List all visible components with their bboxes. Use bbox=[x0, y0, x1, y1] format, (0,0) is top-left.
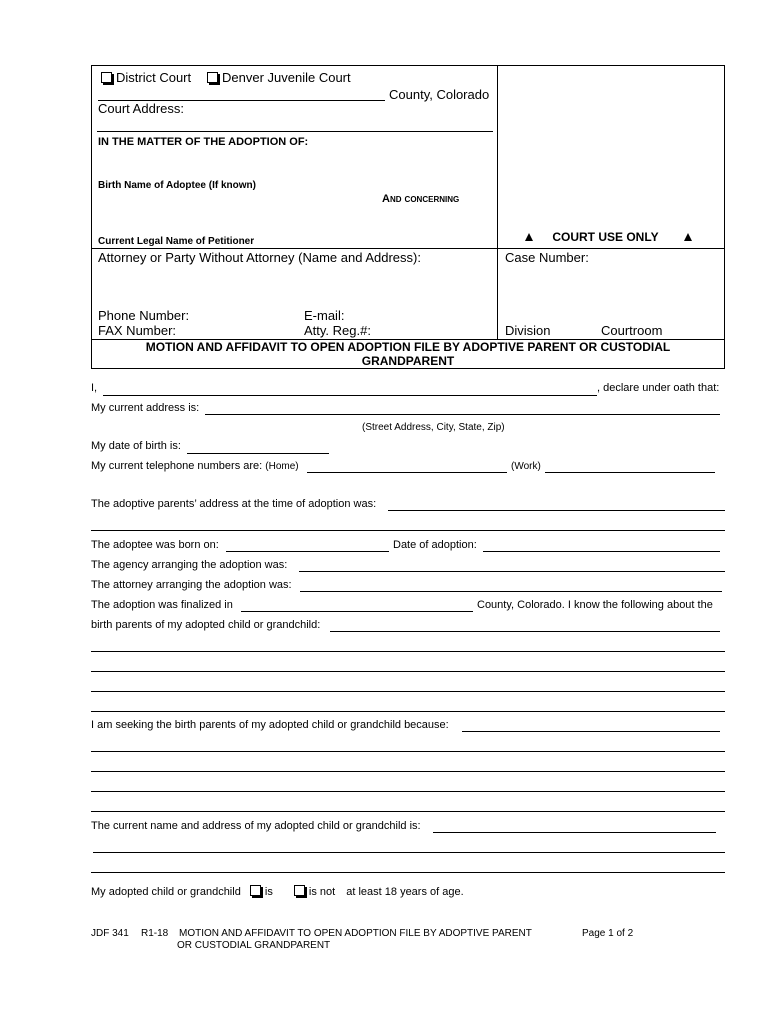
dob-field[interactable] bbox=[187, 453, 329, 454]
current-address-field[interactable] bbox=[205, 414, 720, 415]
adoptee-born-field[interactable] bbox=[226, 551, 389, 552]
form-title-line2: GRANDPARENT bbox=[361, 354, 455, 368]
seeking-label: I am seeking the birth parents of my adopted child or grandchild because: bbox=[91, 719, 449, 731]
petitioner-label: Current Legal Name of Petitioner bbox=[98, 236, 255, 247]
i-label: I, bbox=[91, 382, 98, 394]
district-court-checkbox[interactable] bbox=[101, 72, 112, 83]
agency-label: The agency arranging the adoption was: bbox=[91, 559, 288, 571]
and-concerning-label: And concerning bbox=[382, 193, 460, 205]
division-label: Division bbox=[505, 323, 551, 338]
attorney-arranging-field[interactable] bbox=[300, 591, 722, 592]
birth-parents-field-3[interactable] bbox=[91, 671, 725, 672]
phone-label: Phone Number: bbox=[98, 308, 190, 323]
birth-parents-field-4[interactable] bbox=[91, 691, 725, 692]
footer-form-code: JDF 341 bbox=[91, 928, 129, 939]
phones-label: My current telephone numbers are: (Home) bbox=[91, 460, 299, 472]
finalized-label: The adoption was finalized in bbox=[91, 599, 233, 611]
current-name-label: The current name and address of my adopted child or grandchild is: bbox=[91, 820, 421, 832]
adoptive-address-field[interactable] bbox=[388, 510, 725, 511]
seeking-field-3[interactable] bbox=[91, 771, 725, 772]
attorney-label: Attorney or Party Without Attorney (Name and Address): bbox=[98, 250, 421, 265]
adoptive-address-label: The adoptive parents’ address at the time of adoption was: bbox=[91, 498, 377, 510]
county-label: County, Colorado bbox=[389, 87, 490, 102]
footer-page-number: Page 1 of 2 bbox=[582, 928, 634, 939]
up-arrow-icon bbox=[525, 233, 533, 241]
current-name-field-3[interactable] bbox=[91, 872, 725, 873]
fax-label: FAX Number: bbox=[98, 323, 177, 338]
court-option-denver-juvenile[interactable]: Denver Juvenile Court bbox=[207, 70, 351, 85]
footer-revision: R1-18 bbox=[141, 928, 169, 939]
court-option-district[interactable]: District Court bbox=[101, 70, 191, 85]
current-name-field-2[interactable] bbox=[93, 852, 725, 853]
work-phone-field[interactable] bbox=[545, 472, 715, 473]
age-is-checkbox[interactable] bbox=[250, 885, 261, 896]
court-address-field[interactable] bbox=[97, 131, 493, 132]
court-use-only: COURT USE ONLY bbox=[525, 230, 692, 244]
finalized-suffix: County, Colorado. I know the following about the bbox=[477, 599, 713, 611]
seeking-field-2[interactable] bbox=[91, 751, 725, 752]
current-name-field[interactable] bbox=[433, 832, 716, 833]
age-is-not-checkbox[interactable] bbox=[294, 885, 305, 896]
birth-parents-field-5[interactable] bbox=[91, 711, 725, 712]
denver-juvenile-checkbox[interactable] bbox=[207, 72, 218, 83]
attorney-arranging-label: The attorney arranging the adoption was: bbox=[91, 579, 292, 591]
current-address-label: My current address is: bbox=[91, 402, 200, 414]
date-adoption-field[interactable] bbox=[483, 551, 720, 552]
birth-parents-field[interactable] bbox=[330, 631, 720, 632]
email-label: E-mail: bbox=[304, 308, 345, 323]
court-address-label: Court Address: bbox=[98, 101, 184, 116]
case-number-label: Case Number: bbox=[505, 250, 589, 265]
date-adoption-label: Date of adoption: bbox=[393, 539, 477, 551]
birth-name-label: Birth Name of Adoptee (If known) bbox=[98, 180, 256, 191]
up-arrow-icon bbox=[684, 233, 692, 241]
attorney-top-rule bbox=[91, 248, 725, 249]
seeking-field-4[interactable] bbox=[91, 791, 725, 792]
footer-title-line1: MOTION AND AFFIDAVIT TO OPEN ADOPTION FILE BY ADOPTIVE PARENT bbox=[179, 928, 532, 939]
caption-divider bbox=[497, 65, 498, 339]
atty-reg-label: Atty. Reg.#: bbox=[304, 323, 371, 338]
declarant-name-field[interactable] bbox=[103, 395, 597, 396]
footer-title-line2: OR CUSTODIAL GRANDPARENT bbox=[177, 940, 331, 951]
address-hint: (Street Address, City, State, Zip) bbox=[362, 422, 505, 433]
work-label: (Work) bbox=[511, 461, 541, 472]
adoptee-born-label: The adoptee was born on: bbox=[91, 539, 219, 551]
matter-heading: IN THE MATTER OF THE ADOPTION OF: bbox=[98, 136, 309, 148]
seeking-field-5[interactable] bbox=[91, 811, 725, 812]
age-statement: My adopted child or grandchild is is not at least 18 years of age. bbox=[91, 886, 464, 898]
birth-parents-label: birth parents of my adopted child or grandchild: bbox=[91, 619, 321, 631]
declare-label: , declare under oath that: bbox=[597, 382, 720, 394]
home-phone-field[interactable] bbox=[307, 472, 507, 473]
agency-field[interactable] bbox=[299, 571, 725, 572]
finalized-county-field[interactable] bbox=[241, 611, 473, 612]
form-title-line1: MOTION AND AFFIDAVIT TO OPEN ADOPTION FILE BY ADOPTIVE PARENT OR CUSTODIAL bbox=[145, 340, 671, 354]
adoptive-address-field-2[interactable] bbox=[91, 530, 725, 531]
courtroom-label: Courtroom bbox=[601, 323, 663, 338]
dob-label: My date of birth is: bbox=[91, 440, 181, 452]
seeking-field[interactable] bbox=[462, 731, 720, 732]
birth-parents-field-2[interactable] bbox=[91, 651, 725, 652]
